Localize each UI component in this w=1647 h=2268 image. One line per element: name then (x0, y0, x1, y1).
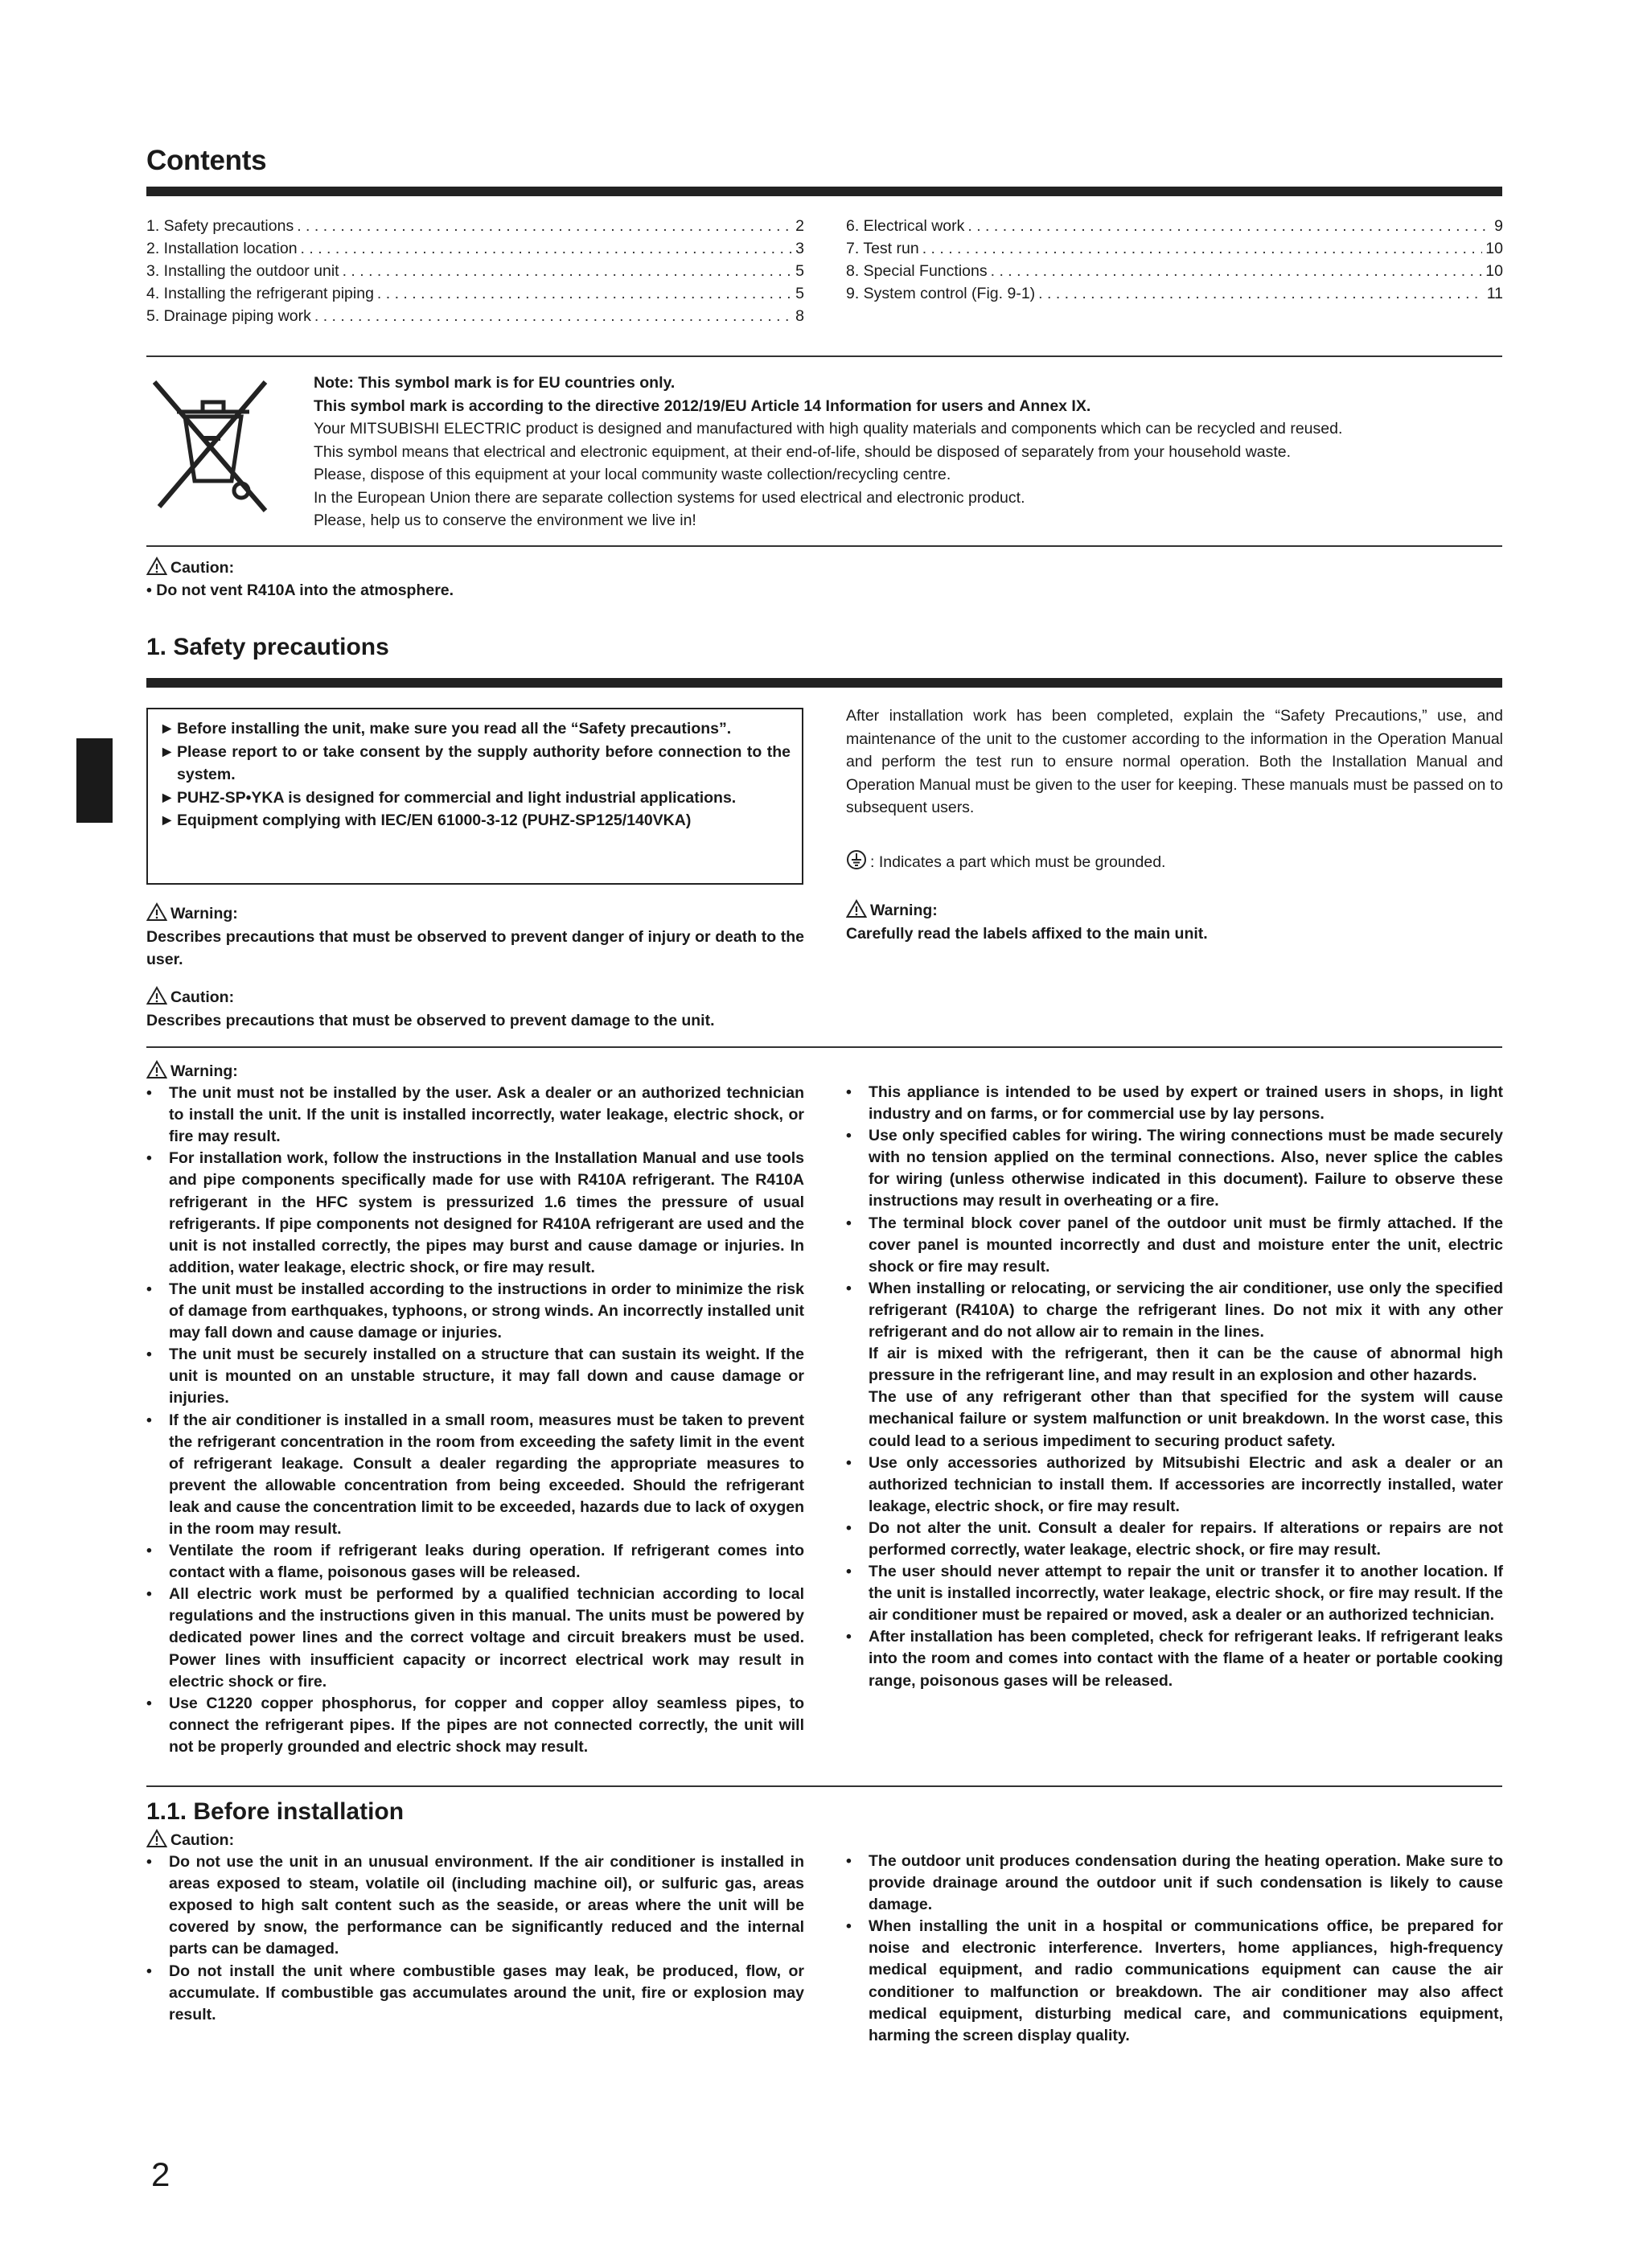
box-item: ► PUHZ-SP•YKA is designed for commercial and light industrial applications. (159, 788, 737, 807)
list-item: • This appliance is intended to be used by expert or trained users in shops, in light industry and on farms, or for commercial use by lay persons. (846, 1083, 1503, 1124)
box-item: ► Equipment complying with IEC/EN 61000-3-12 (PUHZ-SP125/140VKA) (159, 811, 692, 829)
caution-icon (146, 557, 167, 576)
warning-icon (146, 902, 167, 922)
box-item: ► Please report to or take consent by the supply authority before connection to the system. (159, 742, 791, 783)
list-item: • When installing the unit in a hospital or communications office, be prepared for noise and electronic interference. Inverters, home appliances, high-frequency medical equipment, and radio communications equipment can cause the air conditioner to malfunction or breakdown. The air conditioner may also affect medical equipment, disturbing medical care, and communications equipment, harming the screen display quality. (846, 1917, 1503, 2044)
important-box (146, 708, 803, 885)
toc-right (846, 215, 1503, 305)
list-item: • If the air conditioner is installed in a small room, measures must be taken to prevent the refrigerant concentration in the room from exceeding the safety limit in the event of refrigerant leakage. Consult a dealer regarding the appropriate measures to prevent the allowable concentration from being exceeded. Should the refrigerant leak and cause the concentration limit to be exceeded, hazards due to lack of oxygen in the room may result. (146, 1411, 804, 1538)
toc-item[interactable]: 9. System control (Fig. 9-1) . . . 11 (846, 282, 1503, 305)
list-item: • After installation has been completed, check for refrigerant leaks. If refrigerant leaks into the room and comes into contact with the flame of a heater or portable cooking range, poisonous gases will be released. (846, 1628, 1503, 1690)
caution-definition: Caution: Describes precautions that must be observed to prevent damage to the unit. (146, 986, 804, 1032)
box-item: ► Before installing the unit, make sure you read all the “Safety precautions”. (159, 720, 732, 738)
divider (146, 1785, 1502, 1787)
divider (146, 355, 1502, 357)
warning-list-left: Warning: • The unit must not be installed by the user. Ask a dealer or an authorized technician to install the unit. If the unit is installed incorrectly, water leakage, electric shock, or fire may result. • For installation work, follow the instructions in the Installation Manual and use tools and pipe components specifically made for use with R410A refrigerant. The R410A refrigerant in the HFC system is pressurized 1.6 times the pressure of usual refrigerants. If pipe components not designed for R410A refrigerant are used and the unit is not installed correctly, the pipes may burst and cause damage or injuries. In addition, water leakage, electric shock, or fire may result. • The unit must be installed according to the instructions in order to minimize the risk of damage from earthquakes, typhoons, or strong winds. An incorrectly installed unit may fall down and cause damage or injuries. • The unit must be securely installed on a structure that can sustain its weight. If the unit is mounted on an unstable structure, it may fall down and cause damage or injuries. • If the air conditioner is installed in a small room, measures must be taken to prevent the refrigerant concentration in the room from exceeding the safety limit in the event of refrigerant leakage. Consult a dealer regarding the appropriate measures to prevent the allowable concentration from being exceeded. Should the refrigerant leak and cause the concentration limit to be exceeded, hazards due to lack of oxygen in the room may result. • Ventilate the room if refrigerant leaks during operation. If refrigerant comes into contact with a flame, poisonous gases will be released. • All electric work must be performed by a qualified technician according to local regulations and the instructions given in this manual. The units must be powered by dedicated power lines and the correct voltage and circuit breakers must be used. Power lines with insufficient capacity or incorrect electrical work may result in electric shock or fire. • Use C1220 copper phosphorus, for copper and copper alloy seamless pipes, to connect the refrigerant pipes. If the pipes are not connected correctly, the unit will not be properly grounded and electric shock may result. (146, 1060, 804, 1758)
toc-item[interactable]: 8. Special Functions . . . 10 (846, 260, 1503, 282)
weee-line: In the European Union there are separate collection systems for used electrical and electronic product. (314, 488, 1025, 507)
page-number: 2 (151, 2155, 170, 2193)
after-installation-para: After installation work has been completed, explain the “Safety Precautions,” use, and maintenance of the unit to the customer according to the information in the Operation Manual and perform the test run to ensure normal operation. Both the Installation Manual and Operation Manual must be given to the user for keeping. These manuals must be passed on to subsequent users. (846, 707, 1503, 816)
list-item: • Do not use the unit in an unusual environment. If the air conditioner is installed in areas exposed to steam, volatile oil (including machine oil), or sulfuric gas, areas exposed to high salt content such as the seaside, or areas where the unit will be covered by snow, the performance can be significantly reduced and the internal parts can be damaged. (146, 1853, 804, 1958)
toc-item[interactable]: 5. Drainage piping work . . . 8 (146, 305, 804, 327)
before-list-right (846, 1851, 1503, 2047)
warning-icon (846, 899, 867, 918)
weee-line: Please, help us to conserve the environment we live in! (314, 512, 696, 529)
list-item: • The user should never attempt to repair the unit or transfer it to another location. If the unit is installed incorrectly, water leakage, electric shock, or fire may result. If the air conditioner must be repaired or moved, ask a dealer or an authorized technician. (846, 1563, 1503, 1625)
weee-line: Your MITSUBISHI ELECTRIC product is designed and manufactured with high quality materials and components which can be recycled and reused. (314, 420, 1343, 438)
list-item-continuation: The use of any refrigerant other than that specified for the system will cause mechanical failure or system malfunction or unit breakdown. In the worst case, this could lead to a serious impediment to securing product safety. (869, 1388, 1503, 1450)
label-warning-desc: Carefully read the labels affixed to the main unit. (846, 924, 1208, 943)
weee-note: Note: This symbol mark is for EU countries only. (314, 374, 676, 392)
label-warning: Warning: Carefully read the labels affixed to the main unit. (846, 899, 1503, 945)
list-item: • The unit must not be installed by the user. Ask a dealer or an authorized technician to install the unit. If the unit is installed incorrectly, water leakage, electric shock, or fire may result. (146, 1084, 804, 1146)
toc-item[interactable]: 4. Installing the refrigerant piping . . . 5 (146, 282, 804, 305)
weee-notice (314, 372, 1496, 532)
toc-item[interactable]: 6. Electrical work . . . 9 (846, 215, 1503, 237)
caution-icon (146, 986, 167, 1005)
list-item: • When installing or relocating, or servicing the air conditioner, use only the specified refrigerant (R410A) to charge the refrigerant lines. Do not mix it with any other refrigerant and do not allow air to remain in the lines. (846, 1279, 1503, 1341)
list-item: • For installation work, follow the instructions in the Installation Manual and use tools and pipe components specifically made for use with R410A refrigerant. The R410A refrigerant in the HFC system is pressurized 1.6 times the pressure of usual refrigerants. If pipe components not designed for R410A refrigerant are used and the unit is not installed correctly, the pipes may burst and cause damage or injuries. In addition, water leakage, electric shock, or fire may result. (146, 1149, 804, 1276)
toc-left (146, 215, 804, 327)
toc-item[interactable]: 2. Installation location . . . 3 (146, 237, 804, 260)
warning-icon (146, 1060, 167, 1079)
list-item: • All electric work must be performed by a qualified technician according to local regulations and the instructions given in this manual. The units must be powered by dedicated power lines and the correct voltage and circuit breakers must be used. Power lines with insufficient capacity or incorrect electrical work may result in electric shock or fire. (146, 1585, 804, 1691)
list-item: • The terminal block cover panel of the outdoor unit must be firmly attached. If the cover panel is mounted incorrectly and dust and moisture enter the unit, electric shock or fire may result. (846, 1214, 1503, 1276)
caution-icon (146, 1829, 167, 1848)
list-item: • Use C1220 copper phosphorus, for copper and copper alloy seamless pipes, to connect the refrigerant pipes. If the pipes are not connected correctly, the unit will not be properly grounded and electric shock may result. (146, 1694, 804, 1756)
caution-text: • Do not vent R410A into the atmosphere. (146, 581, 454, 599)
list-item: • Do not alter the unit. Consult a dealer for repairs. If alterations or repairs are not performed correctly, water leakage, electric shock, or fire may result. (846, 1518, 1503, 1559)
weee-line: This symbol means that electrical and electronic equipment, at their end-of-life, should be disposed of separately from your household waste. (314, 442, 1292, 461)
language-tab (76, 738, 113, 823)
toc-item[interactable]: 1. Safety precautions . . . 2 (146, 215, 804, 237)
list-item: • The unit must be installed according to the instructions in order to minimize the risk of damage from earthquakes, typhoons, or strong winds. An incorrectly installed unit may fall down and cause damage or injuries. (146, 1280, 804, 1342)
ground-icon (846, 849, 867, 870)
list-item-continuation: If air is mixed with the refrigerant, then it can be the cause of abnormal high pressure in the refrigerant line, and may result in an explosion and other hazards. (869, 1345, 1503, 1385)
toc-item[interactable]: 7. Test run . . . 10 (846, 237, 1503, 260)
list-item: • Do not install the unit where combustible gases may leak, be produced, flow, or accumulate. If combustible gas accumulates around the unit, fire or explosion may result. (146, 1962, 804, 2024)
toc-item[interactable]: 3. Installing the outdoor unit . . . 5 (146, 260, 804, 282)
divider (146, 1046, 1502, 1048)
contents-title: Contents (146, 145, 267, 176)
weee-line: Please, dispose of this equipment at your local community waste collection/recycling centre. (314, 466, 951, 483)
weee-directive: This symbol mark is according to the directive 2012/19/EU Article 14 Information for users and Annex IX. (314, 396, 1091, 415)
title-bar (146, 187, 1502, 196)
list-item: • The outdoor unit produces condensation during the heating operation. Make sure to provide drainage around the outdoor unit if such condensation is likely to cause damage. (846, 1852, 1503, 1914)
subsection-title: 1.1. Before installation (146, 1798, 405, 1825)
list-item: • Ventilate the room if refrigerant leaks during operation. If refrigerant comes into contact with a flame, poisonous gases will be released. (146, 1542, 804, 1582)
section-title: 1. Safety precautions (146, 634, 389, 660)
before-list-left: Caution: • Do not use the unit in an unusual environment. If the air conditioner is installed in areas exposed to steam, volatile oil (including machine oil), or sulfuric gas, areas exposed to high salt content such as the seaside, or areas where the unit will be covered by snow, the performance can be significantly reduced and the internal parts can be damaged. • Do not install the unit where combustible gases may leak, be produced, flow, or accumulate. If combustible gas accumulates around the unit, fire or explosion may result. (146, 1829, 804, 2026)
warning-list-right (846, 1082, 1503, 1692)
list-item: • Use only accessories authorized by Mitsubishi Electric and ask a dealer or an authorized technician to install them. If accessories are incorrectly installed, water leakage, electric shock, or fire may result. (846, 1453, 1503, 1515)
caution-refrigerant: Caution: • Do not vent R410A into the atmosphere. (146, 557, 454, 602)
warning-definition: Warning: Describes precautions that must be observed to prevent danger of injury or death to the user. (146, 902, 804, 972)
caution-desc: Describes precautions that must be observed to prevent damage to the unit. (146, 1011, 715, 1029)
title-bar (146, 678, 1502, 688)
ground-note: : Indicates a part which must be grounded. (846, 849, 1503, 874)
divider (146, 545, 1502, 547)
list-item: • The unit must be securely installed on a structure that can sustain its weight. If the unit is mounted on an unstable structure, it may fall down and cause damage or injuries. (146, 1346, 804, 1407)
crossed-bin-icon (153, 378, 269, 515)
list-item: • Use only specified cables for wiring. The wiring connections must be made securely with no tension applied on the terminal connections. Also, never splice the cables for wiring (unless otherwise indicated in this document). Failure to observe these instructions may result in overheating or a fire. (846, 1127, 1503, 1210)
warning-desc: Describes precautions that must be observed to prevent danger of injury or death to the user. (146, 927, 804, 968)
